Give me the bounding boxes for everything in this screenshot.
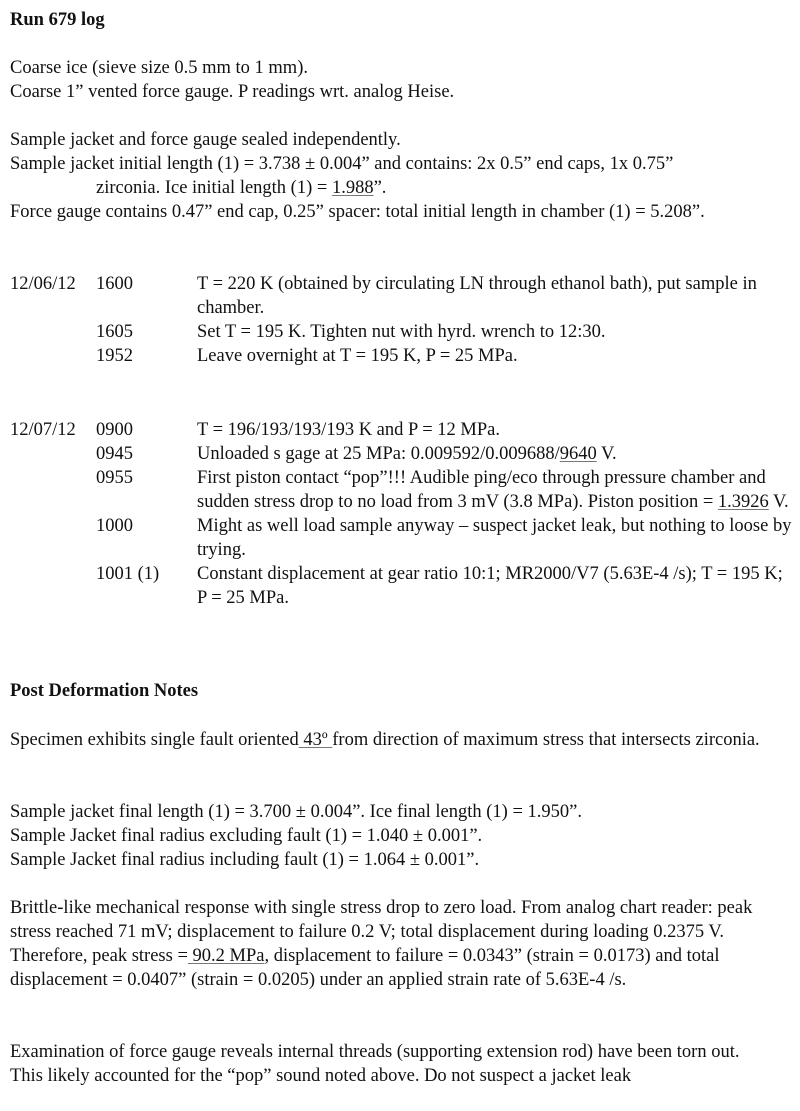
- setup-line: Force gauge contains 0.47” end cap, 0.25” spacer: total initial length in chamber (1) = 5.208”.: [10, 202, 705, 222]
- log-entry: [10, 320, 795, 344]
- note-text: Brittle-like mechanical response with single stress drop to zero load. From analog chart reader: peak stress reached 71 mV; displacement to failure 0.2 V; total displacement during loading 0.2375 V. Therefore, peak stress =: [10, 898, 753, 966]
- log-text: [197, 442, 795, 466]
- log-entry: [10, 418, 795, 442]
- log-text-part: Unloaded s gage at 25 MPa: 0.009592/0.009688/: [197, 444, 560, 464]
- log-text: T = 196/193/193/193 K and P = 12 MPa.: [197, 420, 501, 440]
- gage-reading: 9640: [559, 444, 597, 464]
- log-date: 12/06/12: [10, 274, 76, 294]
- log-time: 1605: [96, 322, 133, 342]
- fault-angle: 43º: [298, 730, 333, 750]
- log-text-part: V.: [596, 444, 617, 464]
- final-dimensions: [10, 800, 582, 872]
- piston-position: 1.3926: [717, 492, 769, 512]
- intro-section: [10, 56, 454, 104]
- log-text: Set T = 195 K. Tighten nut with hyrd. wrench to 12:30.: [197, 322, 606, 342]
- final-line: Sample jacket final length (1) = 3.700 ± 0.004”. Ice final length (1) = 1.950”.: [10, 802, 582, 822]
- log-text: [197, 466, 795, 514]
- log-day-2: [10, 418, 795, 610]
- log-entry: [10, 272, 795, 320]
- log-text-part: V.: [768, 492, 789, 512]
- note-text: Specimen exhibits single fault oriented: [10, 730, 299, 750]
- note-text: from direction of maximum stress that intersects zirconia.: [332, 730, 760, 750]
- note-text: , displacement to failure = 0.0343” (strain = 0.0173) and total displacement = 0.0407” (strain = 0.0205) under an applied strain rate of 5.63E-4 /s.: [10, 946, 720, 990]
- log-time: 1600: [96, 274, 133, 294]
- log-entry: [10, 344, 795, 368]
- log-date: 12/07/12: [10, 420, 76, 440]
- log-time: 1952: [96, 346, 133, 366]
- log-entry: [10, 466, 795, 514]
- final-line: Sample Jacket final radius including fault (1) = 1.064 ± 0.001”.: [10, 850, 480, 870]
- log-day-1: [10, 272, 795, 368]
- log-entry: [10, 514, 795, 562]
- setup-line: [10, 176, 705, 200]
- log-time: 0900: [96, 420, 133, 440]
- log-time: 1001 (1): [96, 564, 160, 584]
- intro-line: Coarse 1” vented force gauge. P readings wrt. analog Heise.: [10, 82, 455, 102]
- log-text: T = 220 K (obtained by circulating LN through ethanol bath), put sample in chamber.: [197, 274, 757, 318]
- document-title: Run 679 log: [10, 10, 105, 30]
- log-text: Might as well load sample anyway – suspect jacket leak, but nothing to loose by trying.: [197, 516, 792, 560]
- brittle-note: [10, 896, 770, 992]
- log-time: 0955: [96, 468, 133, 488]
- final-line: Sample Jacket final radius excluding fault (1) = 1.040 ± 0.001”.: [10, 826, 483, 846]
- intro-line: Coarse ice (sieve size 0.5 mm to 1 mm).: [10, 58, 308, 78]
- setup-text: zirconia. Ice initial length (1) =: [96, 178, 332, 198]
- log-entry: [10, 562, 795, 610]
- setup-line: Sample jacket and force gauge sealed independently.: [10, 130, 401, 150]
- examination-note: Examination of force gauge reveals internal threads (supporting extension rod) have been torn out. This likely accounted for the “pop” sound noted above. Do not suspect a jacket leak: [10, 1042, 740, 1086]
- log-time: 1000: [96, 516, 133, 536]
- log-text: Constant displacement at gear ratio 10:1; MR2000/V7 (5.63E-4 /s); T = 195 K; P = 25 MPa.: [197, 564, 783, 608]
- fault-note: [10, 728, 770, 752]
- log-text: Leave overnight at T = 195 K, P = 25 MPa.: [197, 346, 518, 366]
- post-deformation-heading: Post Deformation Notes: [10, 681, 199, 701]
- peak-stress: 90.2 MPa: [187, 946, 265, 966]
- setup-line: Sample jacket initial length (1) = 3.738 ± 0.004” and contains: 2x 0.5” end caps, 1x 0.75”: [10, 154, 674, 174]
- log-entry: [10, 442, 795, 466]
- setup-text: ”.: [373, 178, 387, 198]
- log-text-part: First piston contact “pop”!!! Audible ping/eco through pressure chamber and sudden stress drop to no load from 3 mV (3.8 MPa). Piston position =: [197, 468, 766, 512]
- ice-initial-length: 1.988: [331, 178, 374, 198]
- setup-section: [10, 128, 705, 224]
- log-time: 0945: [96, 444, 133, 464]
